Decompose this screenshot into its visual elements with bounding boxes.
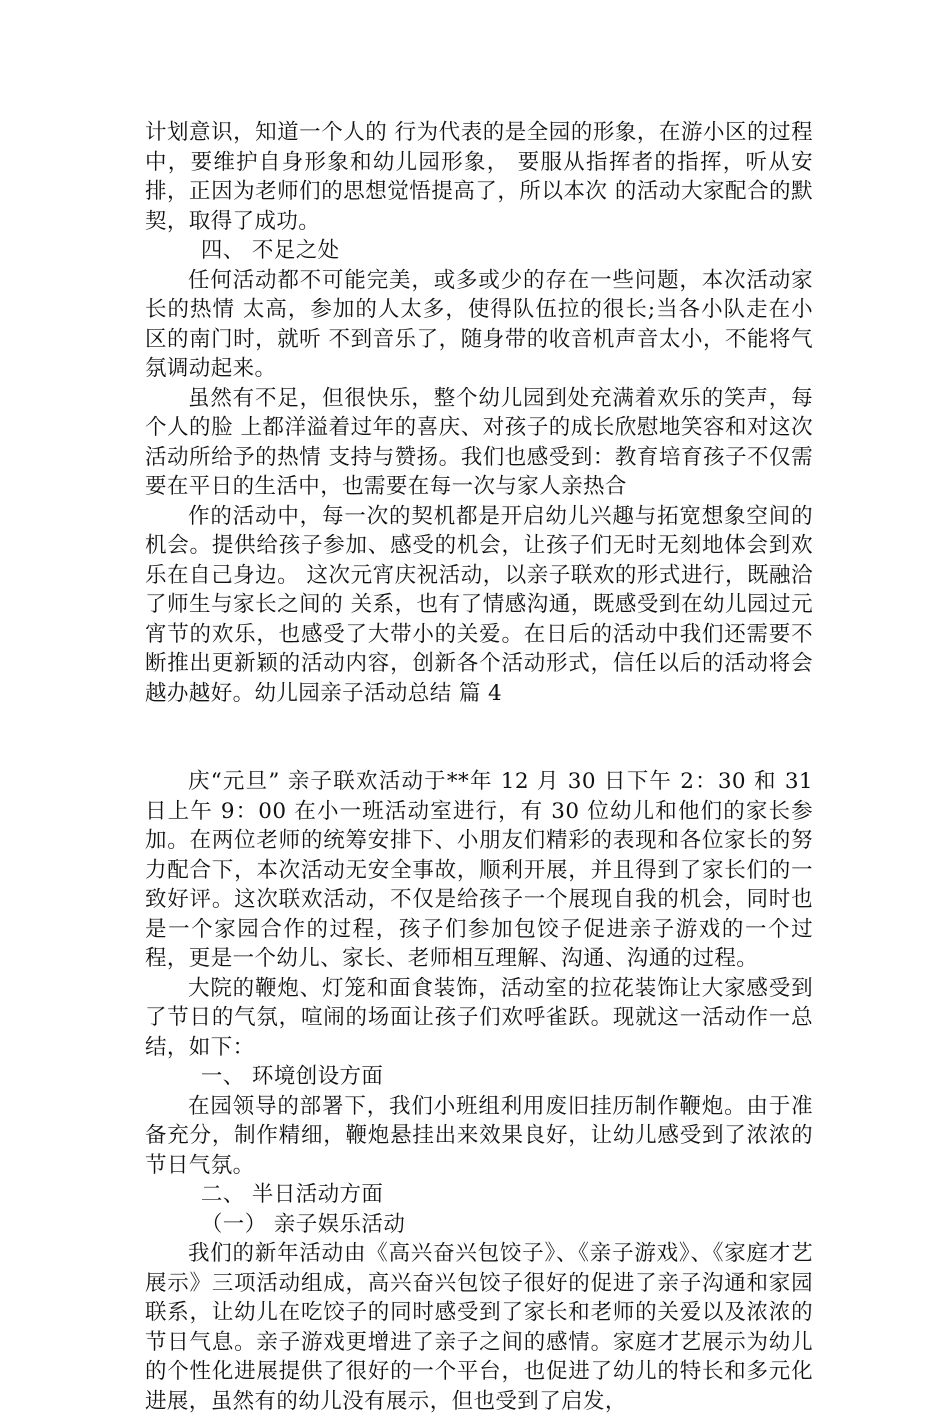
paragraph-shortcomings: 任何活动都不可能完美，或多或少的存在一些问题，本次活动家长的热情 太高，参加的人太多，使得队伍拉的很长;当各小队走在小区的南门时，就听 不到音乐了，随身带的收音机声音太小，不能将气氛调动起来。 xyxy=(145,267,813,381)
paragraph-environment: 在园领导的部署下，我们小班组利用废旧挂历制作鞭炮。由于准备充分，制作精细，鞭炮悬挂出来效果良好，让幼儿感受到了浓浓的节日气氛。 xyxy=(145,1093,813,1178)
paragraph-conclusion: 作的活动中，每一次的契机都是开启幼儿兴趣与拓宽想象空间的机会。提供给孩子参加、感受的机会，让孩子们无时无刻地体会到欢乐在自己身边。 这次元宵庆祝活动，以亲子联欢的形式进行，既融洽了师生与家长之间的 关系，也有了情感沟通，既感受到在幼儿园过元宵节的欢乐，也感受了大带小的关爱。在日后的活动中我们还需要不断推出更新颖的活动内容，创新各个活动形式，信任以后的活动将会越办越好。幼儿园亲子活动总结 篇 4 xyxy=(145,503,813,706)
section-summary-part4 xyxy=(145,767,813,1416)
section-summary-part3 xyxy=(145,118,813,708)
paragraph-new-year-event: 庆“元旦” 亲子联欢活动于**年 12 月 30 日下午 2：30 和 31 日上午 9：00 在小一班活动室进行，有 30 位幼儿和他们的家长参加。在两位老师的统筹安排下、小朋友们精彩的表现和各位家长的努力配合下，本次活动无安全事故，顺利开展，并且得到了家长们的一致好评。这次联欢活动，不仅是给孩子一个展现自我的机会，同时也是一个家园合作的过程，孩子们参加包饺子促进亲子游戏的一个过程，更是一个幼儿、家长、老师相互理解、沟通、沟通的过程。 xyxy=(145,769,813,971)
document-page xyxy=(145,118,813,1416)
heading-half-day-activity: 二、 半日活动方面 xyxy=(200,1182,384,1207)
paragraph-activities: 我们的新年活动由《高兴奋兴包饺子》、《亲子游戏》、《家庭才艺展示》三项活动组成，高兴奋兴包饺子很好的促进了亲子沟通和家园联系，让幼儿在吃饺子的同时感受到了家长和老师的关爱以及浓浓的节日气息。亲子游戏更增进了亲子之间的感情。家庭才艺展示为幼儿的个性化进展提供了很好的一个平台，也促进了幼儿的特长和多元化进展，虽然有的幼儿没有展示，但也受到了启发， xyxy=(145,1241,813,1414)
paragraph-planning-awareness: 计划意识，知道一个人的 行为代表的是全园的形象，在游小区的过程中，要维护自身形象和幼儿园形象， 要服从指挥者的指挥，听从安排，正因为老师们的思想觉悟提高了，所以本次 的活动大家配合的默契，取得了成功。 xyxy=(145,120,813,234)
section-gap xyxy=(145,708,813,767)
heading-environment: 一、 环境创设方面 xyxy=(200,1064,384,1089)
paragraph-joy: 虽然有不足，但很快乐，整个幼儿园到处充满着欢乐的笑声，每个人的脸 上都洋溢着过年的喜庆、对孩子的成长欣慰地笑容和对这次活动所给予的热情 支持与赞扬。我们也感受到：教育培育孩子不仅需要在平日的生活中，也需要在每一次与家人亲热合 xyxy=(145,385,813,499)
paragraph-decorations: 大院的鞭炮、灯笼和面食装饰，活动室的拉花装饰让大家感受到了节日的气氛，喧闹的场面让孩子们欢呼雀跃。现就这一活动作一总结，如下： xyxy=(145,975,813,1060)
heading-parent-child-entertainment: （一） 亲子娱乐活动 xyxy=(200,1211,406,1237)
heading-shortcomings: 四、 不足之处 xyxy=(200,238,340,263)
